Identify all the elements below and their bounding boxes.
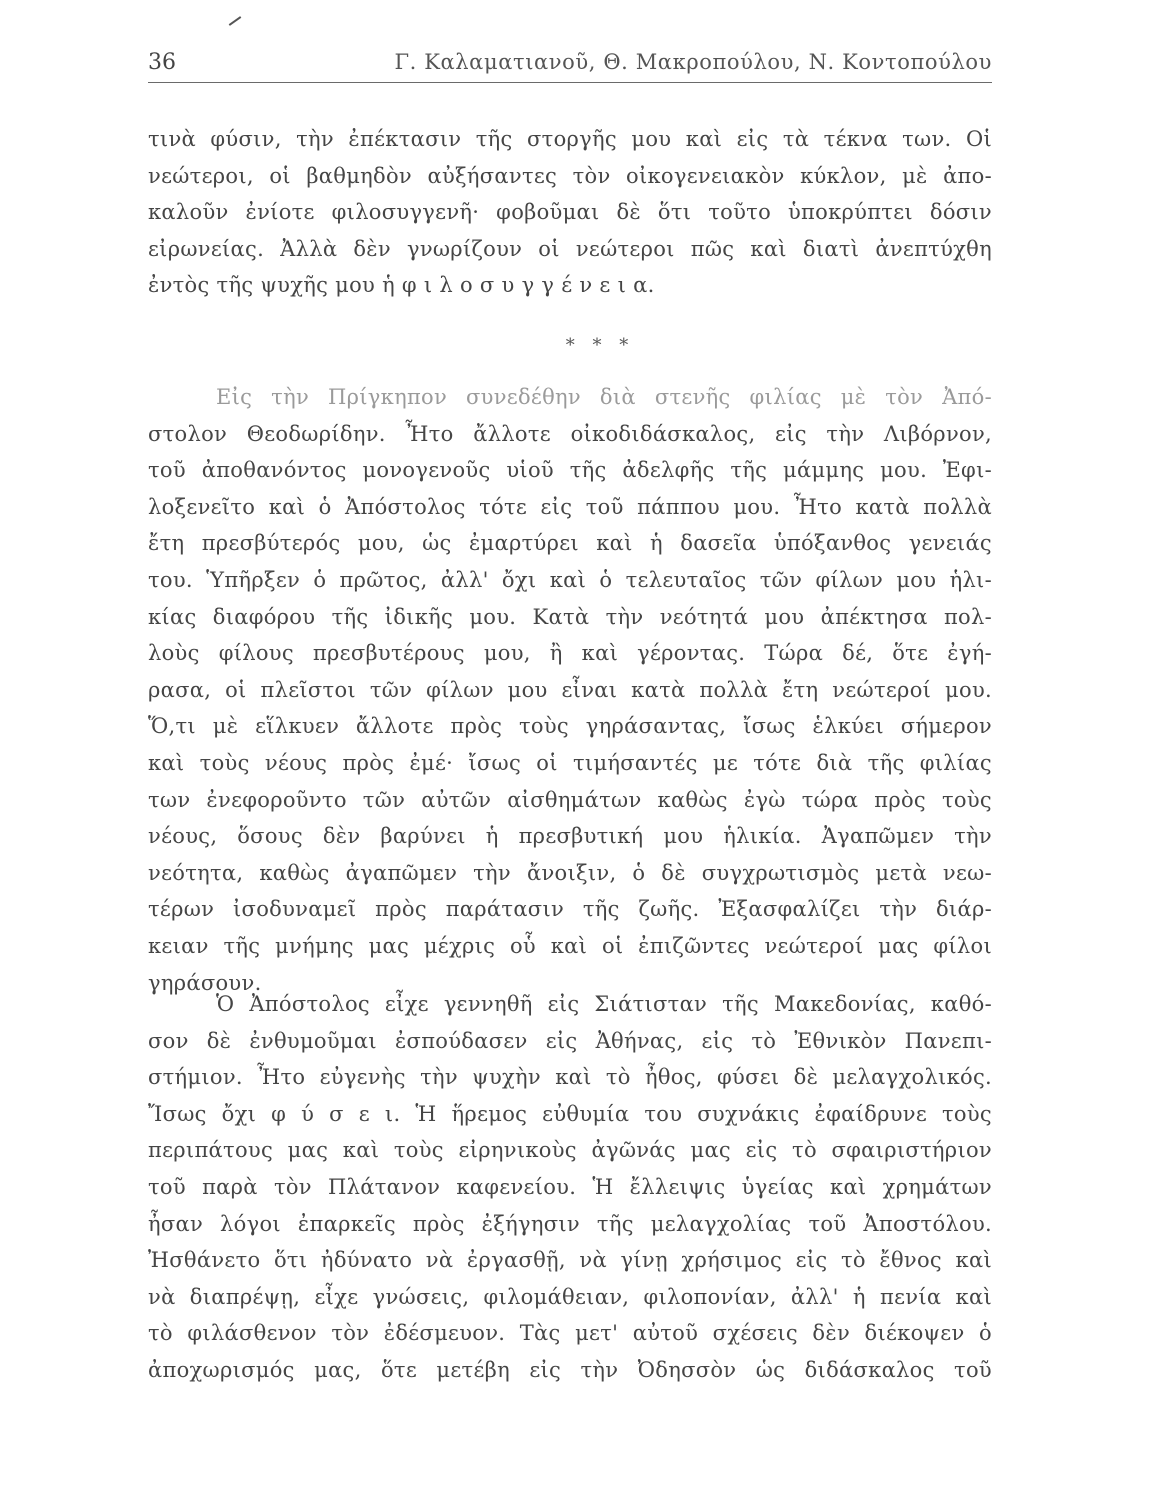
text-line: Ὁ Ἀπόστολος εἶχε γεννηθῆ εἰς Σιάτισταν τῆς Μακεδονίας, καθό- xyxy=(216,992,992,1016)
paragraph-3 xyxy=(148,986,992,1389)
text-line: τοῦ ἀποθανόντος μονογενοῦς υἱοῦ τῆς ἀδελφῆς τῆς μάμμης μου. Ἐφι- xyxy=(148,458,992,483)
page-header xyxy=(148,42,992,83)
text-line: λοὺς φίλους πρεσβυτέρους μου, ἢ καὶ γέροντας. Τώρα δέ, ὅτε ἐγή- xyxy=(148,641,992,666)
text-line: ἐντὸς τῆς ψυχῆς μου ἡ φ ι λ ο σ υ γ γ έ ν ε ι α. xyxy=(148,273,655,298)
ink-mark xyxy=(229,16,242,26)
text-line: ἀποχωρισμός μας, ὅτε μετέβη εἰς τὴν Ὀδησσὸν ὡς διδάσκαλος τοῦ xyxy=(148,1357,992,1382)
text-line: περιπάτους μας καὶ τοὺς εἰρηνικοὺς ἀγῶνάς μας εἰς τὸ σφαιριστήριον xyxy=(148,1138,992,1163)
text-line: τὸ φιλάσθενον τὸν ἐδέσμευον. Τὰς μετ' αὐτοῦ σχέσεις δὲν διέκοψεν ὁ xyxy=(148,1321,992,1346)
text-line: εἰρωνείας. Ἀλλὰ δὲν γνωρίζουν οἱ νεώτεροι πῶς καὶ διατὶ ἀνεπτύχθη xyxy=(148,236,992,261)
paragraph-2 xyxy=(148,379,992,1001)
text-line: τοῦ παρὰ τὸν Πλάτανον καφενείου. Ἡ ἔλλειψις ὑγείας καὶ χρημάτων xyxy=(148,1174,992,1199)
text-line: καὶ τοὺς νέους πρὸς ἐμέ· ἴσως οἱ τιμήσαντές με τότε διὰ τῆς φιλίας xyxy=(148,750,992,775)
text-line: Εἰς τὴν Πρίγκηπον συνεδέθην διὰ στενῆς φιλίας μὲ τὸν Ἀπό- xyxy=(216,385,992,409)
text-line: τινὰ φύσιν, τὴν ἐπέκτασιν τῆς στοργῆς μου καὶ εἰς τὰ τέκνα των. Οἱ xyxy=(148,127,992,151)
text-line: στολον Θεοδωρίδην. Ἦτο ἄλλοτε οἰκοδιδάσκαλος, εἰς τὴν Λιβόρνον, xyxy=(148,421,992,446)
text-line: νέους, ὅσους δὲν βαρύνει ἡ πρεσβυτική μου ἡλικία. Ἀγαπῶμεν τὴν xyxy=(148,824,992,849)
text-line: Ἠσθάνετο ὅτι ἠδύνατο νὰ ἐργασθῇ, νὰ γίνῃ χρήσιμος εἰς τὸ ἔθνος καὶ xyxy=(148,1248,992,1273)
text-line: ἦσαν λόγοι ἐπαρκεῖς πρὸς ἐξήγησιν τῆς μελαγχολίας τοῦ Ἀποστόλου. xyxy=(148,1211,992,1236)
text-line: καλοῦν ἐνίοτε φιλοσυγγενῆ· φοβοῦμαι δὲ ὅτι τοῦτο ὑποκρύπτει δόσιν xyxy=(148,200,992,225)
text-line: του. Ὑπῆρξεν ὁ πρῶτος, ἀλλ' ὄχι καὶ ὁ τελευταῖος τῶν φίλων μου ἡλι- xyxy=(148,567,992,592)
text-line: λοξενεῖτο καὶ ὁ Ἀπόστολος τότε εἰς τοῦ πάππου μου. Ἦτο κατὰ πολλὰ xyxy=(148,494,992,519)
text-line: νεώτεροι, οἱ βαθμηδὸν αὐξήσαντες τὸν οἰκογενειακὸν κύκλον, μὲ ἀπο- xyxy=(148,163,992,188)
text-line: τέρων ἰσοδυναμεῖ πρὸς παράτασιν τῆς ζωῆς. Ἐξασφαλίζει τὴν διάρ- xyxy=(148,897,992,922)
text-line: νεότητα, καθὼς ἀγαπῶμεν τὴν ἄνοιξιν, ὁ δὲ συγχρωτισμὸς μετὰ νεω- xyxy=(148,860,992,885)
text-line: των ἐνεφοροῦντο τῶν αὐτῶν αἰσθημάτων καθὼς ἐγὼ τώρα πρὸς τοὺς xyxy=(148,787,992,812)
text-line: στήμιον. Ἦτο εὐγενὴς τὴν ψυχὴν καὶ τὸ ἦθος, φύσει δὲ μελαγχολικός. xyxy=(148,1065,992,1090)
section-separator: * * * xyxy=(565,335,635,356)
running-head-authors: Γ. Καλαματιανοῦ, Θ. Μακροπούλου, Ν. Κοντοπούλου xyxy=(394,50,992,74)
text-line: γηράσουν. xyxy=(148,970,262,995)
text-line: Ἴσως ὄχι φ ύ σ ε ι. Ἡ ἥρεμος εὐθυμία του συχνάκις ἐφαίδρυνε τοὺς xyxy=(148,1101,992,1126)
text-line: σον δὲ ἐνθυμοῦμαι ἐσπούδασεν εἰς Ἀθήνας, εἰς τὸ Ἐθνικὸν Πανεπι- xyxy=(148,1028,992,1053)
text-line: ἔτη πρεσβύτερός μου, ὡς ἐμαρτύρει καὶ ἡ δασεῖα ὑπόξανθος γενειάς xyxy=(148,531,992,556)
page-number: 36 xyxy=(148,50,176,75)
paragraph-1 xyxy=(148,121,992,304)
text-line: Ὅ,τι μὲ εἵλκυεν ἄλλοτε πρὸς τοὺς γηράσαντας, ἴσως ἑλκύει σήμερον xyxy=(148,714,992,739)
text-line: ρασα, οἱ πλεῖστοι τῶν φίλων μου εἶναι κατὰ πολλὰ ἔτη νεώτεροί μου. xyxy=(148,677,992,702)
text-line: νὰ διαπρέψῃ, εἶχε γνώσεις, φιλομάθειαν, φιλοπονίαν, ἀλλ' ἡ πενία καὶ xyxy=(148,1284,992,1309)
text-line: κίας διαφόρου τῆς ἰδικῆς μου. Κατὰ τὴν νεότητά μου ἀπέκτησα πολ- xyxy=(148,604,992,629)
text-line: κειαν τῆς μνήμης μας μέχρις οὗ καὶ οἱ ἐπιζῶντες νεώτεροί μας φίλοι xyxy=(148,933,992,958)
